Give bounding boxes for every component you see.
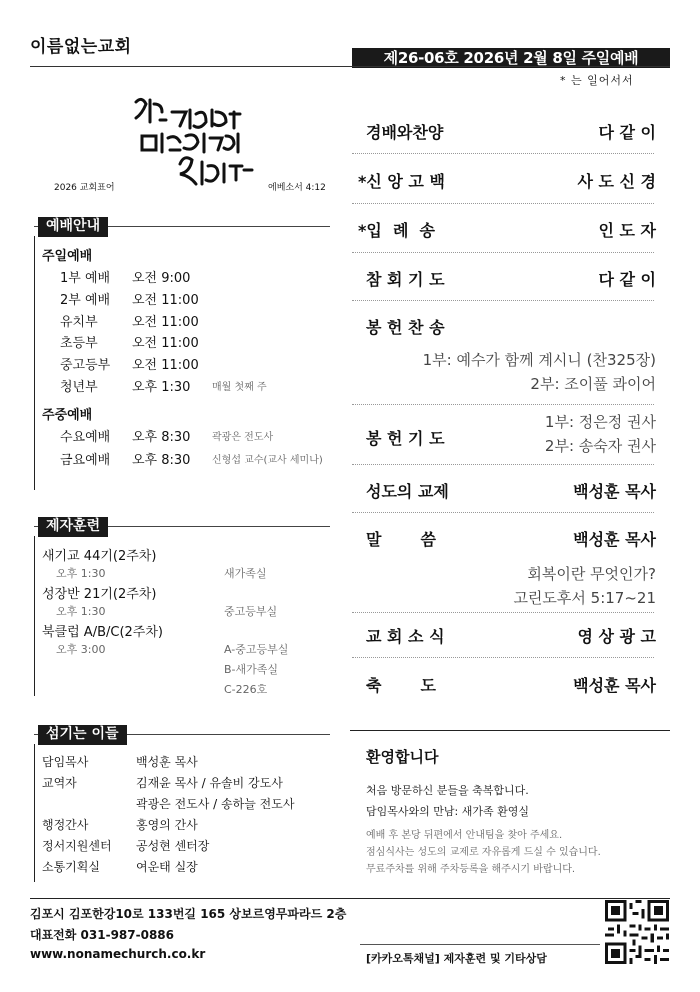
welcome-line3: 예배 후 본당 뒤편에서 안내팀을 찾아 주세요. (366, 830, 563, 841)
order-separator (352, 203, 654, 204)
servant-role: 교역자 (42, 776, 77, 790)
service-time: 오전 11:00 (132, 315, 199, 330)
service-name: 2부 예배 (60, 293, 111, 308)
service-note: 신형섭 교수(교사 세미나) (212, 455, 323, 466)
standing-note: * 는 일어서서 (560, 74, 634, 87)
order-value: 다 같 이 (598, 123, 656, 142)
servant-names: 곽광은 전도사 / 송하늘 전도사 (136, 797, 295, 811)
order-separator (352, 300, 654, 301)
course-place: A-중고등부실 (224, 643, 289, 656)
service-name: 수요예배 (60, 430, 111, 445)
service-name: 1부 예배 (60, 271, 111, 286)
qr-code-icon[interactable] (605, 900, 669, 964)
offering-hymn-line1: 1부: 예수가 함께 계시니 (찬325장) (422, 351, 656, 369)
servant-names: 김재윤 목사 / 유솔비 강도사 (136, 776, 283, 790)
service-note: 매월 첫째 주 (212, 382, 267, 393)
welcome-rule (350, 730, 670, 731)
order-label: 축 도 (366, 676, 436, 695)
order-separator (352, 512, 654, 513)
welcome-line4: 점심식사는 성도의 교제로 자유롭게 드실 수 있습니다. (366, 847, 601, 858)
course-name: 새기교 44기(2주차) (42, 549, 157, 564)
footer-divider (30, 898, 670, 899)
offering-hymn (423, 348, 656, 396)
servant-role: 소통기획실 (42, 860, 100, 874)
order-label: 교 회 소 식 (366, 627, 445, 646)
servant-role: 행정간사 (42, 818, 89, 832)
worship-guide-title: 예배안내 (38, 217, 108, 237)
servant-names: 백성훈 목사 (136, 755, 198, 769)
service-name: 금요예배 (60, 453, 111, 468)
servant-role: 담임목사 (42, 755, 89, 769)
order-value: 영 상 광 고 (577, 627, 656, 646)
church-address: 김포시 김포한강10로 133번길 165 상보르영무파라드 2층 (30, 907, 347, 921)
course-place: C-226호 (224, 683, 268, 696)
welcome-line5: 무료주차를 위해 주차등록을 해주시기 바랍니다. (366, 864, 576, 875)
offering-prayer (545, 410, 656, 458)
servant-names: 공성현 센터장 (136, 839, 210, 853)
kakao-separator (360, 944, 600, 945)
order-separator (352, 404, 654, 405)
service-name: 청년부 (60, 380, 98, 395)
discipleship-box (34, 536, 35, 696)
course-place: 새가족실 (224, 567, 267, 580)
order-label: 말 씀 (366, 530, 436, 549)
offering-prayer-line2: 2부: 송숙자 권사 (544, 437, 656, 455)
servant-role: 정서지원센터 (42, 839, 112, 853)
course-time: 오후 1:30 (56, 605, 106, 618)
course-place: 중고등부실 (224, 605, 278, 618)
order-label: 참 회 기 도 (366, 270, 445, 289)
service-name: 유치부 (60, 315, 98, 330)
motto-year-label: 2026 교회표어 (54, 183, 115, 193)
order-value: 사 도 신 경 (577, 172, 656, 191)
order-value: 인 도 자 (598, 221, 656, 240)
servants-title: 섬기는 이들 (38, 725, 127, 745)
order-label: *신 앙 고 백 (358, 172, 445, 191)
service-time: 오전 11:00 (132, 293, 199, 308)
motto-calligraphy-image (120, 90, 260, 190)
service-time: 오후 8:30 (132, 430, 191, 445)
sunday-worship-title: 주일예배 (42, 249, 93, 264)
offering-prayer-line1: 1부: 정은정 권사 (544, 413, 656, 431)
order-separator (352, 153, 654, 154)
order-label: 경배와찬양 (366, 123, 444, 142)
welcome-line1: 처음 방문하신 분들을 축복합니다. (366, 784, 529, 797)
order-label: *입 례 송 (358, 221, 436, 240)
sermon-passage: 고린도후서 5:17~21 (513, 589, 656, 607)
course-time: 오후 1:30 (56, 567, 106, 580)
discipleship-title: 제자훈련 (38, 517, 108, 537)
church-phone: 대표전화 031-987-0886 (30, 928, 175, 942)
order-value: 백성훈 목사 (573, 482, 656, 501)
service-time: 오후 1:30 (132, 380, 191, 395)
order-value: 백성훈 목사 (573, 676, 656, 695)
motto-scripture: 에베소서 4:12 (268, 183, 326, 193)
offering-hymn-line2: 2부: 조이풀 콰이어 (530, 375, 656, 393)
church-name: 이름없는교회 (30, 37, 132, 57)
course-time: 오후 3:00 (56, 643, 106, 656)
order-separator (352, 657, 654, 658)
order-label: 봉 헌 기 도 (366, 429, 445, 448)
welcome-title: 환영합니다 (366, 748, 439, 766)
course-name: 북클럽 A/B/C(2주차) (42, 625, 163, 640)
midweek-worship-title: 주중예배 (42, 408, 93, 423)
top-divider (30, 66, 670, 67)
service-time: 오전 11:00 (132, 336, 199, 351)
sermon-info (513, 562, 656, 610)
order-separator (352, 252, 654, 253)
service-time: 오후 8:30 (132, 453, 191, 468)
order-value: 다 같 이 (598, 270, 656, 289)
course-name: 성장반 21기(2주차) (42, 587, 157, 602)
course-place: B-새가족실 (224, 663, 279, 676)
order-value: 백성훈 목사 (573, 530, 656, 549)
servant-names: 여운태 실장 (136, 860, 198, 874)
servant-names: 홍영의 간사 (136, 818, 198, 832)
service-time: 오전 9:00 (132, 271, 191, 286)
order-label: 봉 헌 찬 송 (366, 318, 445, 337)
service-time: 오전 11:00 (132, 358, 199, 373)
kakao-channel-label: [카카오톡채널] 제자훈련 및 기타상담 (366, 952, 547, 965)
service-name: 초등부 (60, 336, 98, 351)
order-label: 성도의 교제 (366, 482, 449, 501)
church-website[interactable]: www.nonamechurch.co.kr (30, 947, 206, 961)
order-separator (352, 612, 654, 613)
issue-bar: 제26-06호 2026년 2월 8일 주일예배 (352, 48, 670, 68)
sermon-title: 회복이란 무엇인가? (527, 565, 656, 583)
welcome-line2: 담임목사와의 만남: 새가족 환영실 (366, 805, 529, 818)
worship-guide-box (34, 236, 35, 490)
order-separator (352, 464, 654, 465)
service-note: 곽광은 전도사 (212, 432, 274, 443)
servants-box (34, 744, 35, 882)
service-name: 중고등부 (60, 358, 111, 373)
